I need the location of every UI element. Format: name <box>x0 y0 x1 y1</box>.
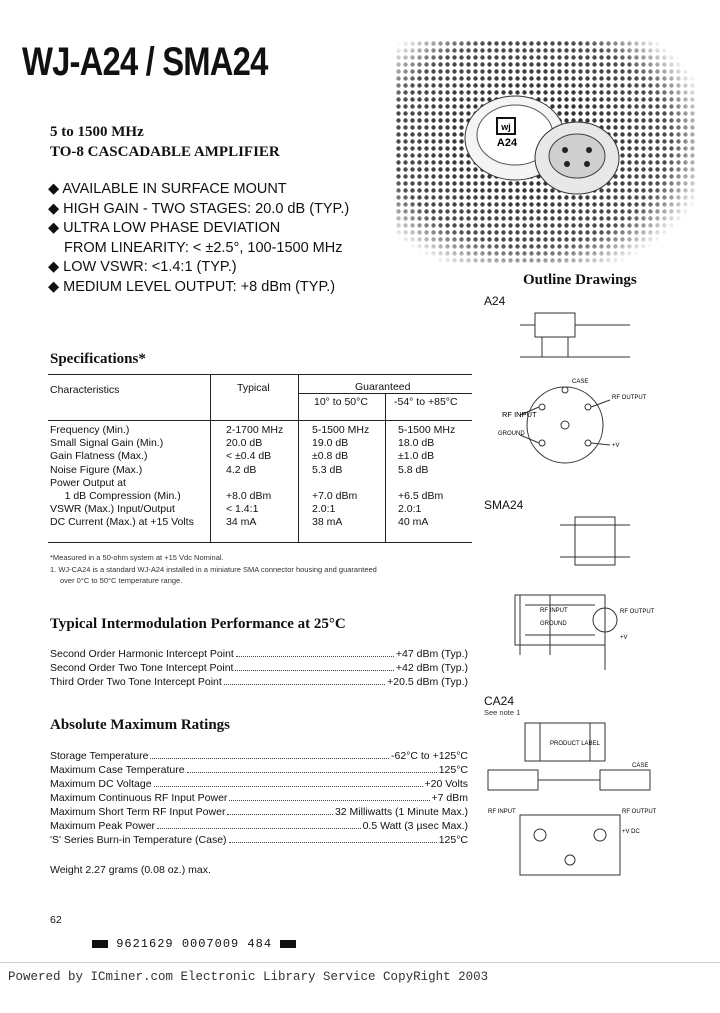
absmax-heading: Absolute Maximum Ratings <box>50 717 231 733</box>
ca24-pin-label: CASE <box>632 763 649 769</box>
page-title: WJ-A24 / SMA24 <box>22 40 268 84</box>
svg-text:wj: wj <box>501 122 511 132</box>
spec-row-value: 2-1700 MHz <box>226 424 284 436</box>
barcode-mark <box>280 940 296 948</box>
ca24-pin-label: PRODUCT LABEL <box>550 741 600 747</box>
feature-item: ◆ MEDIUM LEVEL OUTPUT: +8 dBm (TYP.) <box>48 278 336 295</box>
sma24-pin-label: +V <box>620 635 628 641</box>
spec-row-value: +7.0 dBm <box>312 490 358 502</box>
spec-row-label: Noise Figure (Max.) <box>50 463 143 476</box>
intermod-row: Second Order Two Tone Intercept Point +42 dBm (Typ.) <box>50 662 468 674</box>
spec-row-value: ±0.8 dB <box>312 450 349 463</box>
sma24-label: SMA24 <box>484 498 524 512</box>
barcode-mark <box>92 940 108 948</box>
sma24-pin-label: RF INPUT <box>540 608 568 614</box>
spec-row-value: 38 mA <box>312 516 343 529</box>
frequency-range: 5 to 1500 MHz <box>50 124 144 140</box>
col-characteristics: Characteristics <box>50 384 120 396</box>
a24-pin-label: CASE <box>572 379 589 385</box>
a24-label: A24 <box>484 294 506 308</box>
to8-can-back <box>535 122 619 194</box>
absmax-row: Storage Temperature -62°C to +125°C <box>50 750 468 762</box>
product-subtitle: TO-8 CASCADABLE AMPLIFIER <box>50 144 280 160</box>
ca24-pin-label: +V DC <box>622 829 640 835</box>
spec-row-value: 5-1500 MHz <box>312 424 370 436</box>
specs-bottom-rule <box>48 542 472 543</box>
spec-row-value: 34 mA <box>226 516 257 529</box>
specs-col-divider <box>385 393 386 542</box>
spec-row-value: 5-1500 MHz <box>398 424 456 436</box>
page-number: 62 <box>50 914 62 926</box>
col-range-2: -54° to +85°C <box>394 396 458 408</box>
ca24-note: See note 1 <box>484 708 521 717</box>
product-photo <box>395 40 695 265</box>
intermod-row: Third Order Two Tone Intercept Point +20.5 dBm (Typ.) <box>50 676 468 688</box>
feature-item: ◆ HIGH GAIN - TWO STAGES: 20.0 dB (TYP.) <box>48 200 350 217</box>
a24-pin-label: GROUND <box>498 431 525 437</box>
ca24-outline-drawing <box>480 715 680 890</box>
footer-text: Powered by ICminer.com Electronic Library Service CopyRight 2003 <box>8 970 489 984</box>
barcode <box>92 937 296 951</box>
a24-pin-label: RF OUTPUT <box>612 395 647 401</box>
intermod-row: Second Order Harmonic Intercept Point +47 dBm (Typ.) <box>50 648 468 660</box>
absmax-row: Maximum Continuous RF Input Power +7 dBm <box>50 792 468 804</box>
spec-row-value: 18.0 dB <box>398 437 435 450</box>
spec-row-value: +8.0 dBm <box>226 490 272 502</box>
sma24-outline-drawing <box>480 505 680 690</box>
spec-row-value: 2.0:1 <box>312 503 336 516</box>
specs-footnote: over 0°C to 50°C temperature range. <box>60 576 183 585</box>
spec-row-label: 1 dB Compression (Min.) <box>50 490 181 502</box>
a24-pin-label: +V <box>612 443 620 449</box>
specs-heading: Specifications* <box>50 351 146 367</box>
spec-row-label: Small Signal Gain (Min.) <box>50 437 164 450</box>
ca24-pin-label: RF INPUT <box>488 809 516 815</box>
barcode-text: 9621629 0007009 484 <box>116 937 273 951</box>
spec-row-value: 5.3 dB <box>312 463 343 476</box>
specs-col-divider <box>298 374 299 542</box>
spec-row-label: Frequency (Min.) <box>50 424 130 436</box>
specs-footnote: 1. WJ-CA24 is a standard WJ-A24 installed in a miniature SMA connector housing and guaranteed <box>50 565 377 574</box>
spec-row-label: DC Current (Max.) at +15 Volts <box>50 516 194 529</box>
spec-row-label: Power Output at <box>50 476 126 489</box>
feature-item: ◆ ULTRA LOW PHASE DEVIATION <box>48 220 281 236</box>
absmax-row: Maximum DC Voltage +20 Volts <box>50 778 468 790</box>
feature-item: FROM LINEARITY: < ±2.5°, 100-1500 MHz <box>64 239 343 256</box>
spec-row-value: 40 mA <box>398 516 429 529</box>
specs-top-rule <box>48 374 472 375</box>
spec-row-value: 2.0:1 <box>398 503 422 516</box>
spec-row-value: < 1.4:1 <box>226 503 259 516</box>
col-range-1: 10° to 50°C <box>314 396 368 408</box>
spec-row-value: < ±0.4 dB <box>226 450 272 463</box>
absmax-row: Maximum Case Temperature 125°C <box>50 764 468 776</box>
col-typical: Typical <box>237 382 270 394</box>
spec-row-value: 20.0 dB <box>226 437 263 450</box>
ca24-pin-label: RF OUTPUT <box>622 809 657 815</box>
a24-outline-drawing <box>480 295 680 495</box>
specs-header-rule <box>48 420 472 421</box>
spec-row-value: ±1.0 dB <box>398 450 435 463</box>
intermod-heading: Typical Intermodulation Performance at 25°C <box>50 616 346 632</box>
sma24-pin-label: GROUND <box>540 621 567 627</box>
col-guaranteed: Guaranteed <box>355 381 411 393</box>
spec-row-label: Gain Flatness (Max.) <box>50 450 148 463</box>
feature-item: ◆ LOW VSWR: <1.4:1 (TYP.) <box>48 259 237 275</box>
package-label: A24 <box>496 137 518 149</box>
feature-item: ◆ AVAILABLE IN SURFACE MOUNT <box>48 181 287 197</box>
a24-pin-label: RF INPUT <box>502 410 537 419</box>
specs-col-divider <box>210 374 211 542</box>
outline-heading: Outline Drawings <box>523 272 637 288</box>
feature-list <box>48 180 349 297</box>
spec-row-value: 5.8 dB <box>398 463 429 476</box>
spec-row-value: 19.0 dB <box>312 437 349 450</box>
absmax-row: Maximum Short Term RF Input Power 32 Milliwatts (1 Minute Max.) <box>50 806 468 818</box>
spec-row-label: VSWR (Max.) Input/Output <box>50 503 175 516</box>
absmax-row: 'S' Series Burn-in Temperature (Case) 125°C <box>50 834 468 846</box>
sma24-pin-label: RF OUTPUT <box>620 609 655 615</box>
spec-row-value: 4.2 dB <box>226 463 257 476</box>
absmax-row: Maximum Peak Power 0.5 Watt (3 µsec Max.) <box>50 820 468 832</box>
ca24-label: CA24 <box>484 694 515 708</box>
spec-row-value: +6.5 dBm <box>398 490 444 502</box>
weight-note: Weight 2.27 grams (0.08 oz.) max. <box>50 864 211 876</box>
specs-footnote: *Measured in a 50-ohm system at +15 Vdc Nominal. <box>50 553 224 562</box>
